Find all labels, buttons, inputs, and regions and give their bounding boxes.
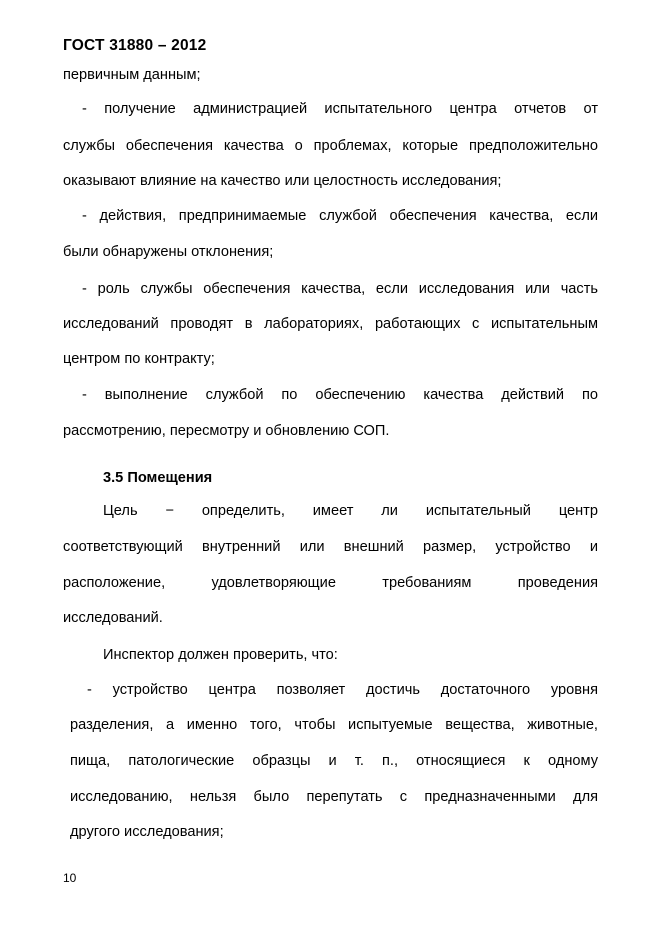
text-line: были обнаружены отклонения; — [63, 244, 274, 260]
text-line: разделения, а именно того, чтобы испытуемые вещества, животные, — [70, 717, 598, 733]
text-line: рассмотрению, пересмотру и обновлению СОП. — [63, 423, 390, 439]
text-line: - действия, предпринимаемые службой обеспечения качества, если — [82, 208, 598, 224]
text-line: - роль службы обеспечения качества, если исследования или часть — [82, 281, 598, 297]
text-line: - выполнение службой по обеспечению качества действий по — [82, 387, 598, 403]
text-line: исследований. — [63, 610, 163, 626]
text-line: службы обеспечения качества о проблемах, которые предположительно — [63, 138, 598, 154]
page-number: 10 — [63, 871, 77, 885]
text-line: оказывают влияние на качество или целостность исследования; — [63, 173, 502, 189]
text-line: исследованию, нельзя было перепутать с предназначенными для — [70, 789, 598, 805]
text-line: другого исследования; — [70, 824, 224, 840]
text-line: Цель − определить, имеет ли испытательный центр — [103, 503, 598, 519]
text-line: центром по контракту; — [63, 351, 215, 367]
document-header: ГОСТ 31880 – 2012 — [63, 37, 207, 54]
text-line: Инспектор должен проверить, что: — [103, 647, 338, 663]
text-line: - получение администрацией испытательного центра отчетов от — [82, 101, 598, 117]
section-heading: 3.5 Помещения — [103, 470, 213, 486]
text-line: соответствующий внутренний или внешний размер, устройство и — [63, 539, 598, 555]
text-line: исследований проводят в лабораториях, работающих с испытательным — [63, 316, 598, 332]
text-line: расположение, удовлетворяющие требованиям проведения — [63, 575, 598, 591]
text-line: пища, патологические образцы и т. п., относящиеся к одному — [70, 753, 598, 769]
text-line: - устройство центра позволяет достичь достаточного уровня — [87, 682, 598, 698]
text-line: первичным данным; — [63, 67, 201, 83]
